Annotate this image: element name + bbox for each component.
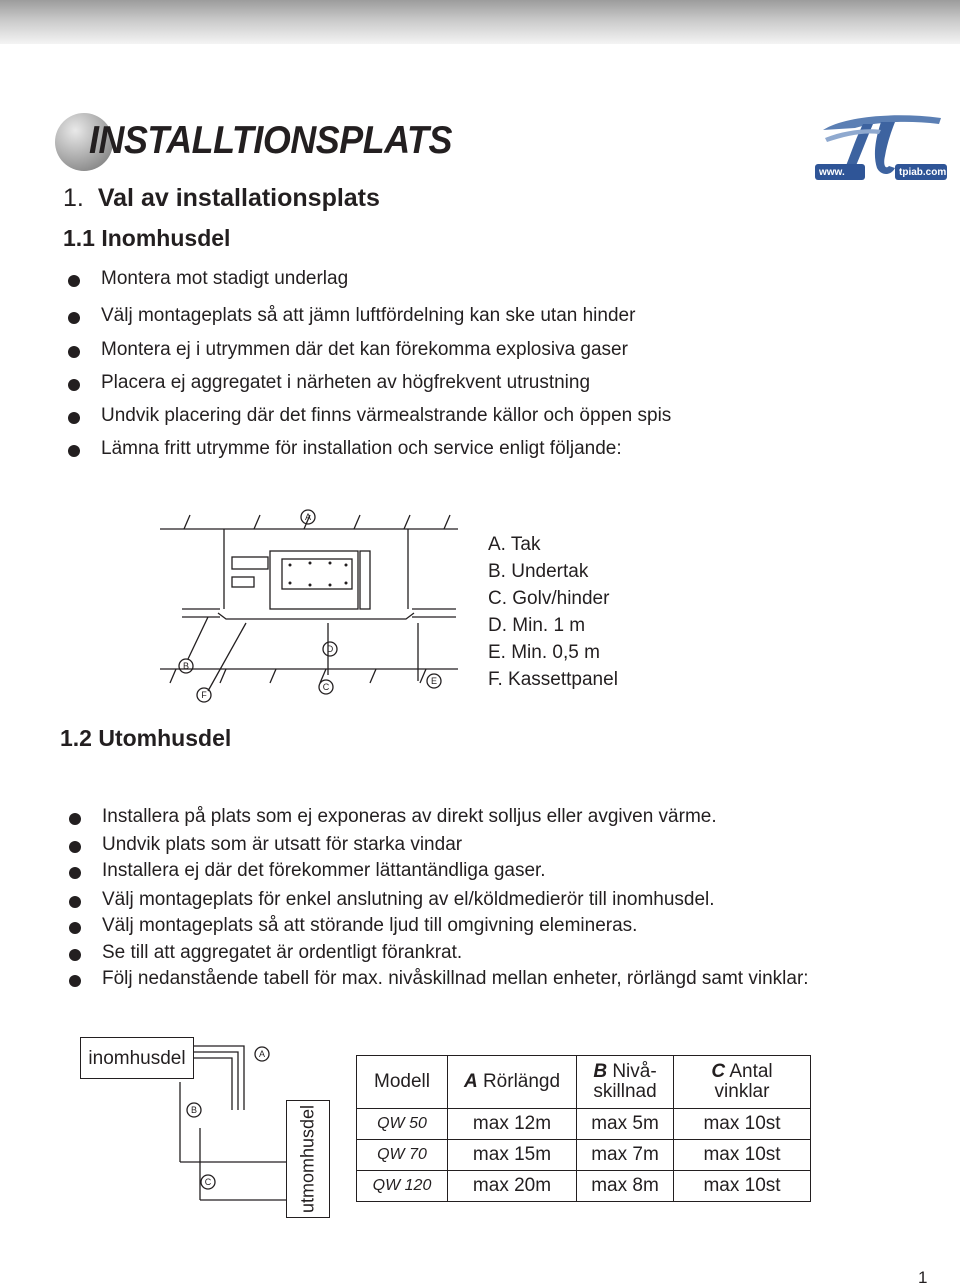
marker-b: B: [182, 661, 190, 671]
logo-text-right: tpiab.com: [899, 167, 947, 178]
cell-b: max 5m: [577, 1109, 674, 1140]
section-number: 1.: [63, 184, 84, 212]
cell-model: QW 50: [357, 1109, 448, 1140]
table-header-row: [357, 1056, 811, 1109]
indoor-unit-label: inomhusdel: [80, 1037, 194, 1079]
bullet-icon: [69, 813, 81, 825]
company-logo: [815, 110, 947, 186]
pipe-marker-a: A: [258, 1049, 266, 1059]
logo-text-left: www.: [819, 167, 845, 178]
pipe-marker-b: B: [190, 1105, 198, 1115]
outdoor-unit-box: [286, 1100, 330, 1218]
legend-item: D. Min. 1 m: [488, 615, 586, 636]
legend-item: F. Kassettpanel: [488, 669, 618, 690]
page-number: 1: [918, 1268, 928, 1287]
cell-a: max 15m: [448, 1140, 577, 1171]
indoor-clearance-diagram: [160, 505, 460, 705]
bullet-icon: [68, 275, 80, 287]
legend-item: C. Golv/hinder: [488, 588, 610, 609]
cell-a: max 20m: [448, 1171, 577, 1202]
top-gradient-band: [0, 0, 960, 44]
outdoor-heading: 1.2 Utomhusdel: [60, 725, 232, 751]
bullet-icon: [69, 949, 81, 961]
table-row: [357, 1109, 811, 1140]
cell-b: max 8m: [577, 1171, 674, 1202]
marker-a: A: [304, 512, 312, 522]
bullet-icon: [68, 346, 80, 358]
table-row: [357, 1140, 811, 1171]
header-a: A Rörlängd: [448, 1056, 577, 1109]
cell-c: max 10st: [674, 1171, 811, 1202]
bullet-icon: [68, 379, 80, 391]
cell-b: max 7m: [577, 1140, 674, 1171]
bullet-icon: [68, 445, 80, 457]
bullet-icon: [68, 312, 80, 324]
legend-item: B. Undertak: [488, 561, 589, 582]
legend-item: A. Tak: [488, 534, 541, 555]
header-b: B Nivå- skillnad: [577, 1056, 674, 1109]
marker-d: D: [326, 644, 334, 654]
spec-table: [356, 1055, 811, 1202]
marker-f: F: [201, 690, 207, 700]
bullet-icon: [69, 841, 81, 853]
table-row: [357, 1171, 811, 1202]
indoor-heading: 1.1 Inomhusdel: [63, 225, 231, 251]
bullet-icon: [68, 412, 80, 424]
marker-c: C: [322, 682, 330, 692]
cell-c: max 10st: [674, 1140, 811, 1171]
cell-c: max 10st: [674, 1109, 811, 1140]
section-heading: [63, 184, 380, 213]
marker-e: E: [430, 676, 438, 686]
bullet-icon: [69, 922, 81, 934]
bullet-icon: [69, 896, 81, 908]
legend-item: E. Min. 0,5 m: [488, 642, 600, 663]
header-c: C Antal vinklar: [674, 1056, 811, 1109]
cell-a: max 12m: [448, 1109, 577, 1140]
header-model: Modell: [357, 1056, 448, 1109]
pipe-marker-c: C: [204, 1177, 212, 1187]
cell-model: QW 120: [357, 1171, 448, 1202]
outdoor-unit-label: utmomhusdel: [297, 1104, 318, 1214]
section-title: Val av installationsplats: [97, 184, 380, 212]
diagram-legend: [488, 531, 618, 693]
cell-model: QW 70: [357, 1140, 448, 1171]
page-title: INSTALLTIONSPLATS: [89, 119, 452, 162]
bullet-icon: [69, 867, 81, 879]
bullet-icon: [69, 975, 81, 987]
